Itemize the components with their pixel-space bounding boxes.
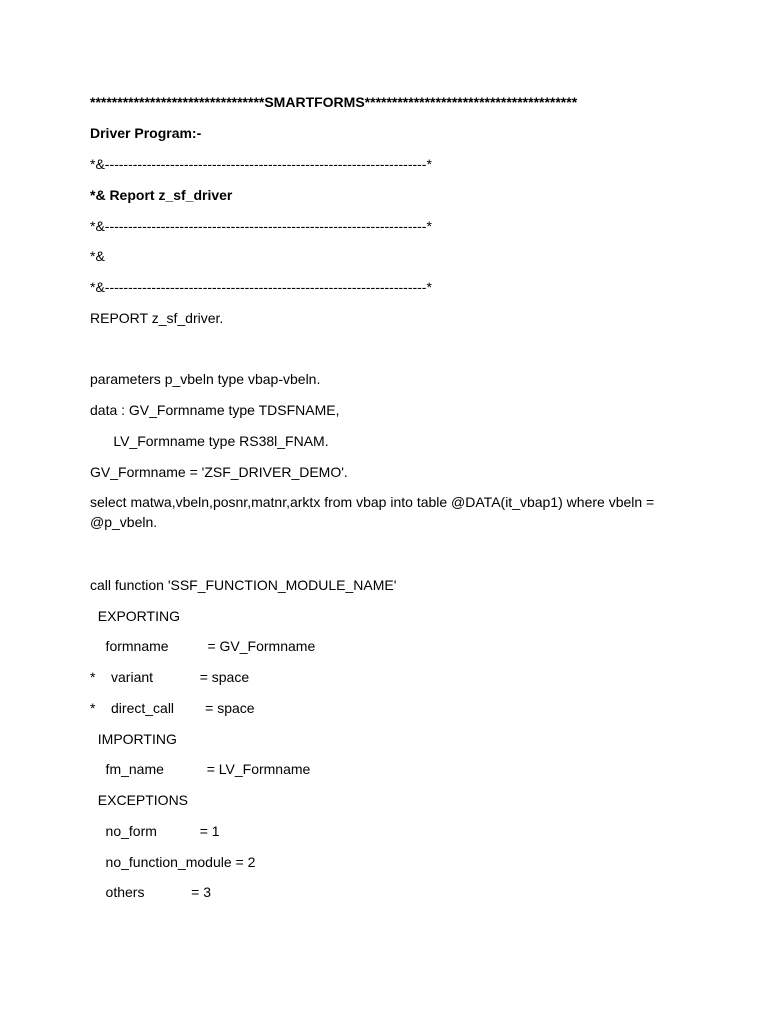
- others-exception: others = 3: [90, 884, 211, 900]
- select-statement: select matwa,vbeln,posnr,matnr,arktx from vbap into table @DATA(it_vbap1) where vbeln = @p_vbeln.: [90, 494, 655, 530]
- report-statement: REPORT z_sf_driver.: [90, 310, 224, 326]
- importing-keyword: IMPORTING: [90, 731, 177, 747]
- no-form-exception: no_form = 1: [90, 823, 220, 839]
- call-function-statement: call function 'SSF_FUNCTION_MODULE_NAME': [90, 577, 397, 593]
- exporting-keyword: EXPORTING: [90, 608, 180, 624]
- fm-name-parameter: fm_name = LV_Formname: [90, 761, 311, 777]
- comment-separator-line: *&---------------------------------------------------------------------*: [90, 218, 432, 234]
- comment-separator-line: *&---------------------------------------------------------------------*: [90, 156, 432, 172]
- variant-parameter: * variant = space: [90, 669, 250, 685]
- comment-separator-line: *&---------------------------------------------------------------------*: [90, 279, 432, 295]
- comment-line: *&: [90, 248, 105, 264]
- exceptions-keyword: EXCEPTIONS: [90, 792, 189, 808]
- parameters-statement: parameters p_vbeln type vbap-vbeln.: [90, 371, 321, 387]
- report-comment-line: *& Report z_sf_driver: [90, 187, 233, 203]
- smartforms-header-line: ********************************SMARTFORMS***************************************: [90, 94, 578, 110]
- no-function-module-exception: no_function_module = 2: [90, 854, 256, 870]
- data-declaration-line: LV_Formname type RS38l_FNAM.: [90, 433, 329, 449]
- assignment-statement: GV_Formname = 'ZSF_DRIVER_DEMO'.: [90, 464, 348, 480]
- data-declaration-line: data : GV_Formname type TDSFNAME,: [90, 402, 340, 418]
- driver-program-heading: Driver Program:-: [90, 125, 202, 141]
- formname-parameter: formname = GV_Formname: [90, 638, 316, 654]
- direct-call-parameter: * direct_call = space: [90, 700, 255, 716]
